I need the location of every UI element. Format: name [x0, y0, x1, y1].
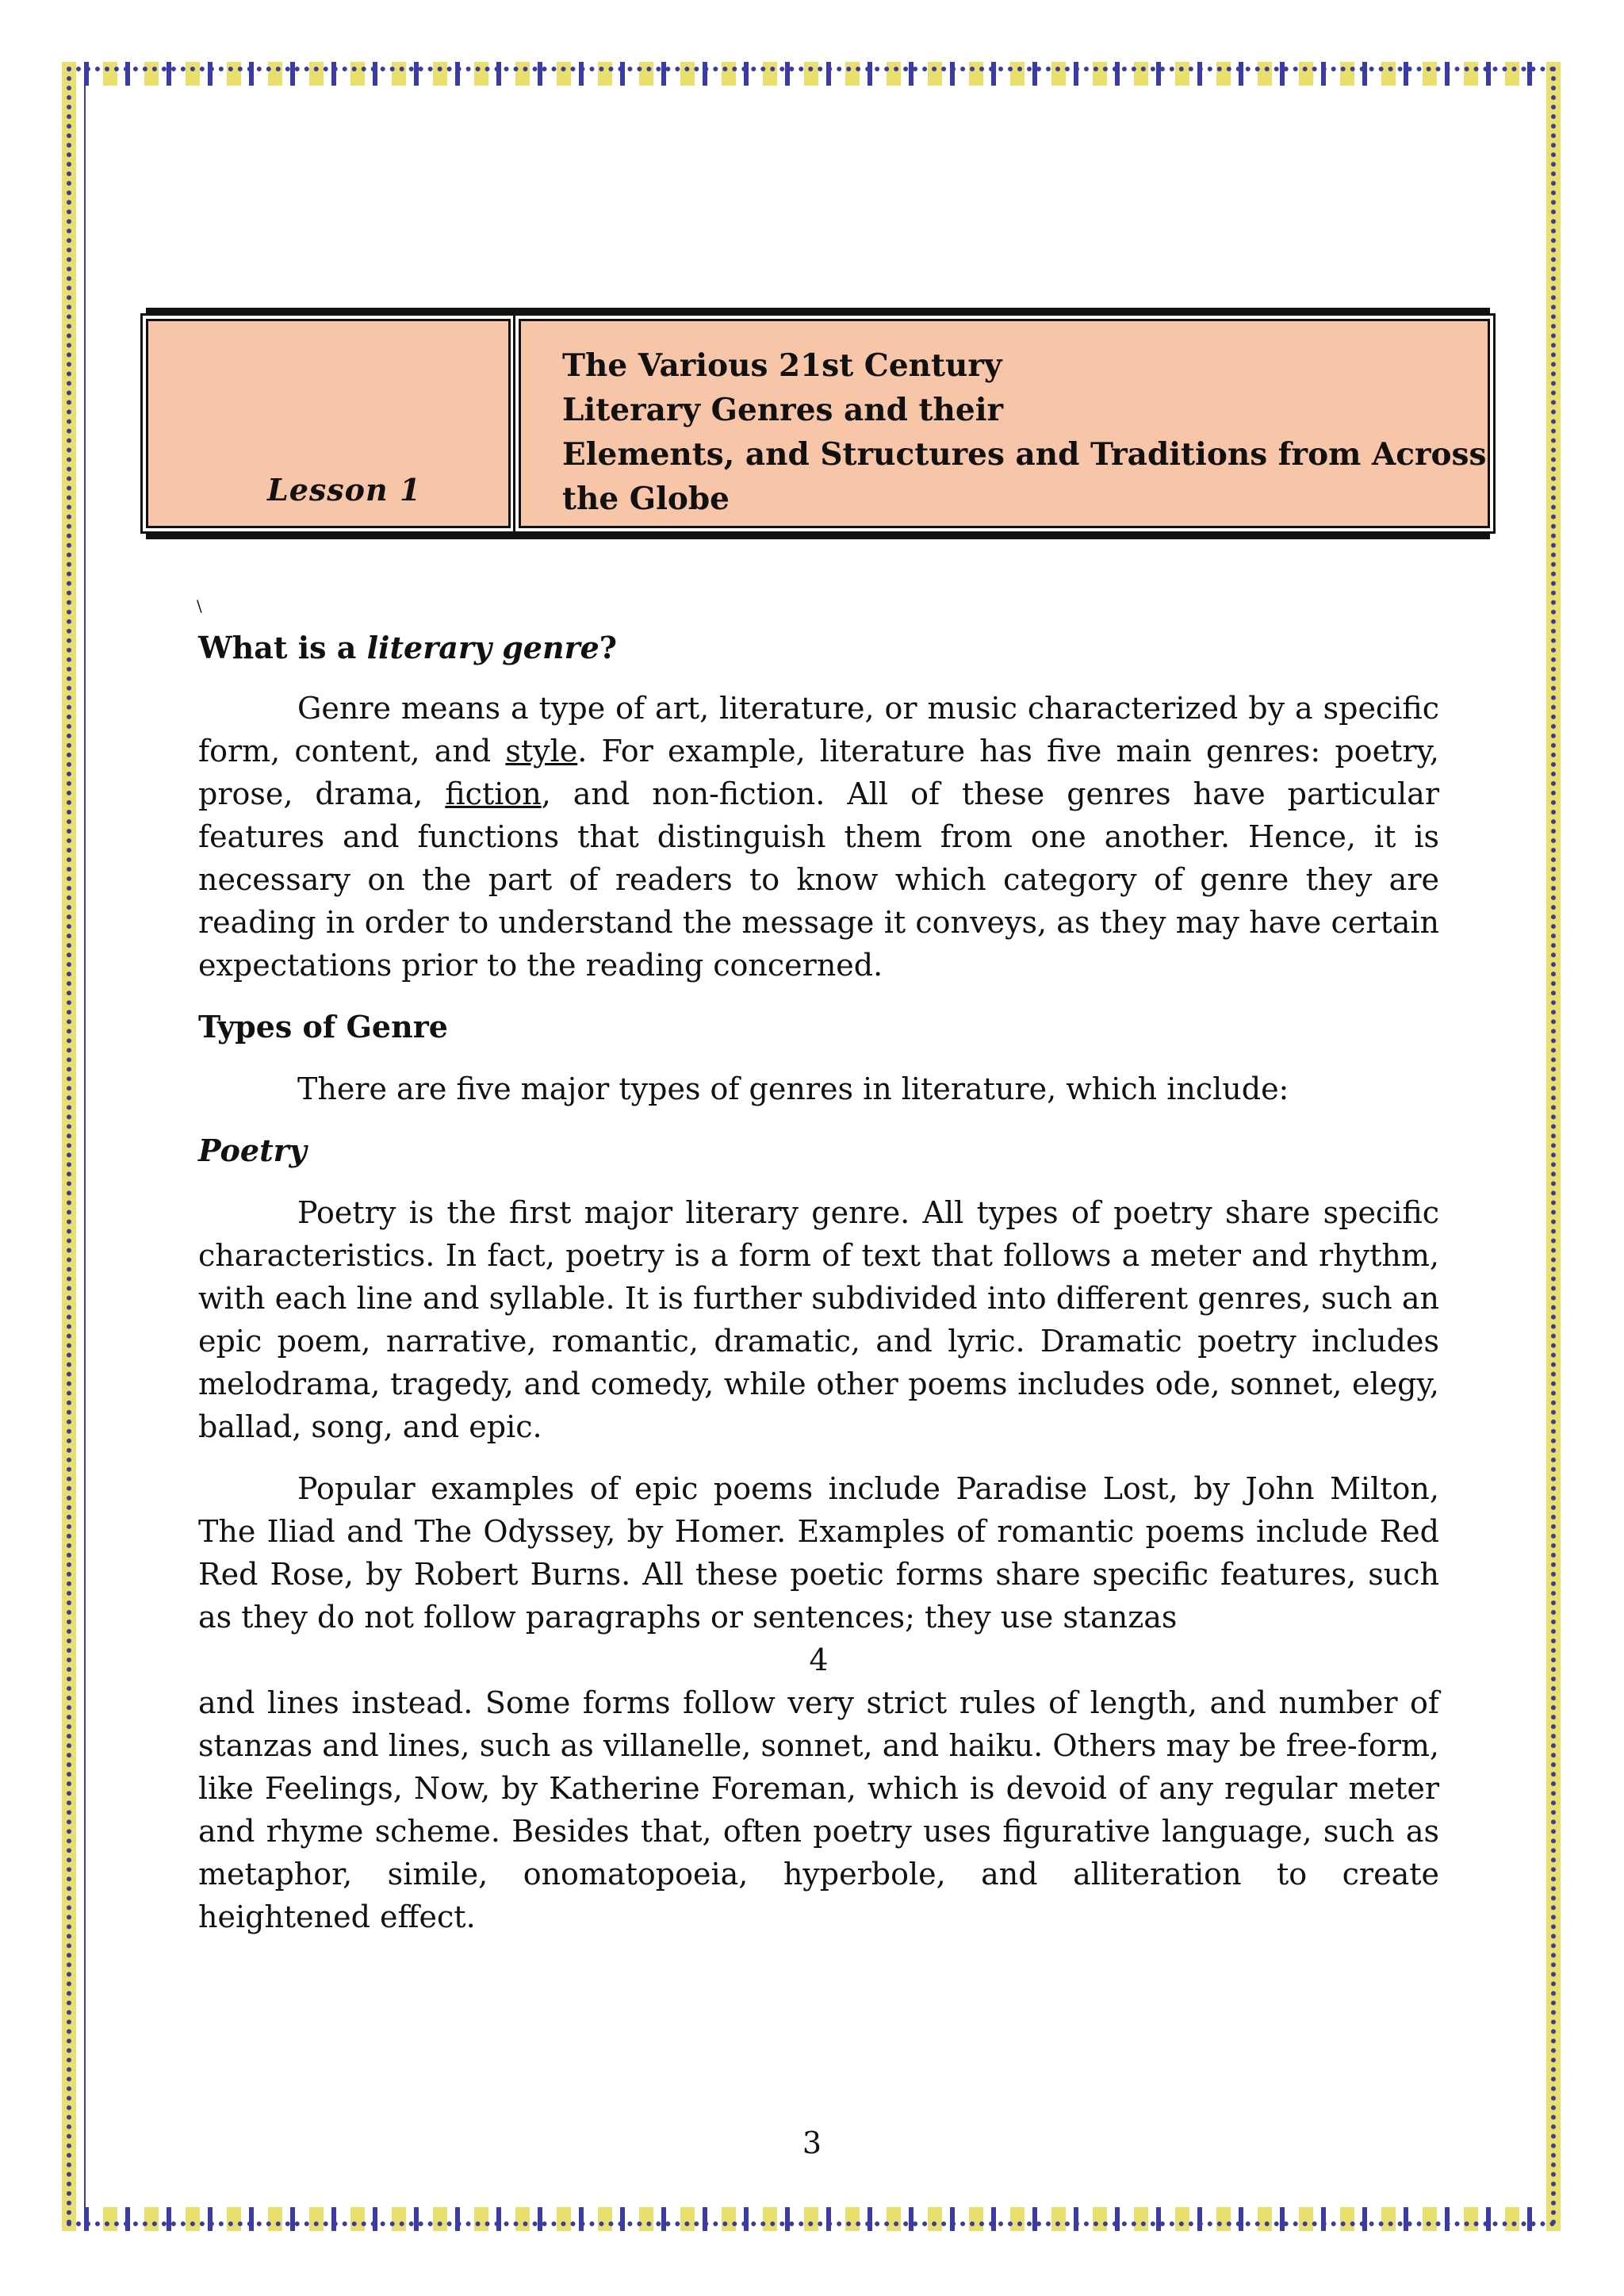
link-fiction[interactable]: fiction [445, 776, 542, 811]
paragraph-genre-definition [198, 687, 1439, 987]
paragraph-poetry-2: Popular examples of epic poems include Paradise Lost, by John Milton, The Iliad and The Odyssey, by Homer. Examples of romantic poems include Red Red Rose, by Robert Burns. All these poetic forms share specific features, such as they do not follow paragraphs or sentences; they use stanzas [198, 1471, 1439, 1635]
main-content [198, 627, 1439, 1938]
paragraph-poetry-1: Poetry is the first major literary genre. All types of poetry share specific characteristics. In fact, poetry is a form of text that follows a meter and rhythm, with each line and syllable. It is further subdivided into different genres, such an epic poem, narrative, romantic, dramatic, and lyric. Dramatic poetry includes melodrama, tragedy, and comedy, while other poems includes ode, sonnet, elegy, ballad, song, and epic. [198, 1195, 1439, 1444]
link-style[interactable]: style [505, 734, 578, 769]
text-run: Genre means a type of art, literature, or music characterized by a specific form, content, and [198, 691, 1439, 769]
footer-page-number: 3 [802, 2125, 822, 2160]
heading-suffix: ? [599, 630, 618, 665]
paragraph-poetry-3: and lines instead. Some forms follow very strict rules of length, and number of stanzas and lines, such as villanelle, sonnet, and haiku. Others may be free-form, like Feelings, Now, by Katherine Foreman, which is devoid of any regular meter and rhyme scheme. Besides that, often poetry uses figurative language, such as metaphor, simile, onomatopoeia, hyperbole, and alliteration to create heightened effect. [198, 1685, 1439, 1934]
text-run: . For example, literature has five main genres: poetry, prose, drama, [198, 734, 1439, 811]
heading-poetry: Poetry [198, 1133, 307, 1168]
heading-types-of-genre: Types of Genre [198, 1009, 448, 1045]
lesson-title-line: the Globe [562, 481, 730, 517]
heading-term: literary genre [366, 630, 599, 665]
lesson-label: Lesson 1 [267, 472, 422, 508]
heading-what-is-genre [198, 627, 1439, 669]
lesson-title-cell [519, 319, 1490, 528]
lesson-title-line: The Various 21st Century [562, 347, 1002, 384]
paragraph-types-intro: There are five major types of genres in literature, which include: [297, 1071, 1289, 1106]
lesson-title [562, 343, 1487, 521]
lesson-number-cell [146, 319, 511, 528]
text-run: , and non-fiction. All of these genres have particular features and functions that distinguish them from one another. Hence, it is necessary on the part of readers to know which category of genre they are reading in order to understand the message it conveys, as they may have certain expectations prior to the reading concerned. [198, 776, 1439, 983]
heading-prefix: What is a [198, 630, 367, 665]
lesson-title-line: Elements, and Structures and Traditions from Across [562, 436, 1487, 473]
lesson-header-box [146, 308, 1490, 539]
stray-mark: \ [197, 596, 202, 615]
inline-page-number: 4 [809, 1642, 829, 1677]
lesson-title-line: Literary Genres and their [562, 392, 1004, 428]
